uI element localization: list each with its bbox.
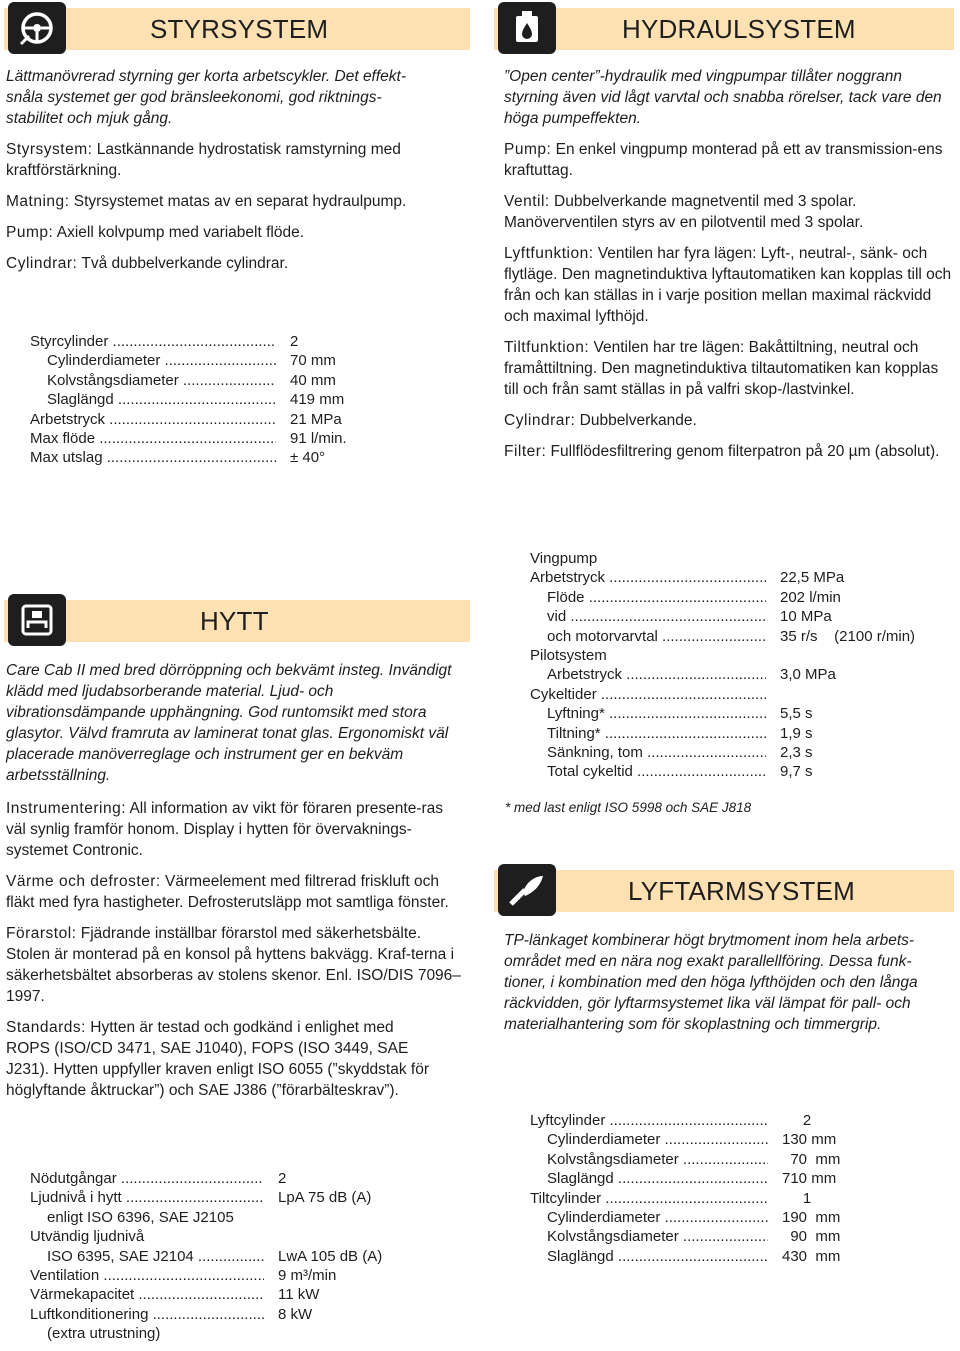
spec-row [30, 1247, 382, 1266]
spec-value: 11 kW [278, 1286, 320, 1304]
spec-name: Total cykeltid ..... [530, 762, 766, 781]
spec-paragraph: Cylindrar: Dubbelverkande. [504, 412, 697, 429]
spec-name: Lyftcylinder ..... [530, 1111, 768, 1130]
spec-paragraph: Förarstol: Fjädrande inställbar förarstol med säkerhetsbälte. Stolen är monterad på en konsol på hyttens bakvägg. Kraf-terna i säkerhetsbältet absorberas av stolens skenor. Enl. ISO/DIS 7096–1997. [6, 925, 461, 1005]
spec-paragraph: Instrumentering: All information av vikt för föraren presente-ras väl synlig framför honom. Display i hytten för övervaknings-systemet Contronic. [6, 800, 444, 859]
spec-row [530, 685, 915, 704]
spec-value: 2 [782, 1112, 812, 1129]
spec-name: Arbetstryck ..... [530, 665, 766, 684]
spec-row [530, 762, 915, 781]
spec-paragraph: Pump: Axiell kolvpump med variabelt flöde. [6, 224, 305, 241]
cab-icon [8, 594, 66, 646]
spec-name: Luftkonditionering ..... [30, 1305, 264, 1324]
spec-table [30, 1169, 382, 1344]
spec-paragraph: Pump: En enkel vingpump monterad på ett av transmission-ens kraftuttag. [504, 141, 943, 179]
hydraulsystem-header [494, 2, 954, 46]
section-intro: Care Cab II med bred dörröppning och bekvämt insteg. Invändigt klädd med ljudabsorberande material. Ljud- och vibrationsdämpande upphängning. God runtomsikt med stora glasytor. Välvd framruta av laminerat tonat glas. Ergonomiskt väl placerade manöverreglage och instrument ger en bekväm arbetsställning. [6, 662, 452, 784]
spec-paragraph: Matning: Styrsystemet matas av en separat hydraulpump. [6, 193, 407, 210]
spec-row [30, 1227, 382, 1246]
spec-value: 2 [290, 333, 299, 350]
spec-name: Pilotsystem [530, 647, 607, 665]
spec-value: 35 r/s (2100 r/min) [780, 627, 916, 645]
spec-row [530, 665, 915, 684]
spec-name: och motorvarvtal ..... [530, 627, 766, 646]
spec-name: Arbetstryck ..... [30, 410, 276, 429]
spec-name: Cylinderdiameter ..... [530, 1208, 768, 1227]
spec-value: 2 [278, 1170, 287, 1187]
section-title: HYTT [200, 606, 269, 636]
spec-name: Nödutgångar ..... [30, 1169, 264, 1188]
spec-row [530, 588, 915, 607]
spec-row [30, 410, 347, 429]
hytt-section [4, 594, 470, 1101]
spec-value: 9 m³/min [278, 1267, 337, 1285]
section-intro: TP-länkaget kombinerar högt brytmoment inom hela arbets-området med en nära nog exakt parallellföring. Dessa funk-tioner, i kombination med den höga lyfthöjden och den långa räckvidden, gör lyftarmsystemet lika väl lämpat för pall- och materialhantering som för skoplastning och timmergrip. [504, 932, 918, 1033]
spec-value: 5,5 s [780, 705, 813, 723]
spec-value: LwA 105 dB (A) [278, 1247, 383, 1265]
spec-table [30, 332, 347, 468]
spec-name: Kolvstångsdiameter ..... [530, 1150, 768, 1169]
section-title: HYDRAULSYSTEM [622, 14, 856, 44]
spec-row [530, 627, 915, 646]
spec-row [530, 1130, 840, 1149]
spec-name: Ljudnivå i hytt ..... [30, 1188, 264, 1207]
spec-paragraph: Filter: Fullflödesfiltrering genom filterpatron på 20 µm (absolut). [504, 443, 940, 460]
spec-row [30, 1266, 382, 1285]
spec-value: 70 mm [290, 352, 336, 370]
spec-row [30, 1188, 382, 1207]
spec-table [530, 549, 915, 782]
spec-row [530, 568, 915, 587]
spec-name: Max utslag ..... [30, 448, 276, 467]
lyftarmsystem-section [494, 864, 954, 1035]
section-intro: ”Open center”-hydraulik med vingpumpar tillåter noggrann styrning även vid lågt varvtal och snabba rörelser, tack vare den höga pumpeffekten. [504, 68, 942, 127]
spec-name: Kolvstångsdiameter ..... [30, 371, 276, 390]
section-intro: Lättmanövrerad styrning ger korta arbetscykler. Det effekt-snåla systemet ger god bränsleekonomi, god riktnings-stabilitet och mjuk gång. [6, 68, 407, 127]
spec-paragraph: Värme och defroster: Värmeelement med filtrerad friskluft och fläkt med fyra hastigheter. Defrosterutsläpp mot samtliga fönster. [6, 873, 449, 911]
spec-value: 2,3 s [780, 744, 813, 762]
spec-row [530, 1169, 840, 1188]
spec-value: 1 [782, 1189, 812, 1207]
spec-name: Cylinderdiameter ..... [30, 351, 276, 370]
spec-name: Kolvstångsdiameter ..... [530, 1227, 768, 1246]
lyftarmsystem-header [494, 864, 954, 908]
spec-value: 9,7 s [780, 763, 813, 781]
spec-value: 21 MPa [290, 410, 342, 428]
lift-arm-icon [498, 864, 556, 916]
styrsystem-section [4, 2, 470, 274]
spec-name: Sänkning, tom ..... [530, 743, 766, 762]
spec-name: Slaglängd ..... [30, 390, 276, 409]
spec-value: 8 kW [278, 1305, 313, 1323]
spec-paragraph: Standards: Hytten är testad och godkänd i enlighet med ROPS (ISO/CD 3471, SAE J1040), FOPS (ISO 3449, SAE J231). Hytten uppfyller kraven enligt ISO 6055 (”skyddstak för höglyftande åktruckar”) och SAE J386 (”förarbälteskrav”). [6, 1019, 430, 1099]
spec-name: Slaglängd ..... [530, 1169, 768, 1188]
spec-name: Arbetstryck ..... [530, 568, 766, 587]
spec-row [30, 332, 347, 351]
spec-row [530, 1150, 840, 1169]
item-list [6, 139, 468, 274]
spec-value: 40 mm [290, 371, 336, 389]
spec-paragraph: Styrsystem: Lastkännande hydrostatisk ramstyrning med kraftförstärkning. [6, 141, 401, 179]
spec-row [530, 1208, 840, 1227]
spec-name: Vingpump [530, 550, 598, 567]
spec-row [530, 704, 915, 723]
spec-paragraph: Lyftfunktion: Ventilen har fyra lägen: Lyft-, neutral-, sänk- och flytläge. Den magnetinduktiva lyftautomatiken kan kopplas till och från och kan ställas in i varje position mellan maximal räckvidd och maximal lyfthöjd. [504, 245, 952, 325]
styrsystem-header [4, 2, 470, 46]
spec-value: 22,5 MPa [780, 569, 845, 587]
spec-row [30, 448, 347, 467]
item-list [6, 798, 466, 1101]
spec-paragraph: Tiltfunktion: Ventilen har tre lägen: Bakåttiltning, neutral och framåttiltning. Den magnetinduktiva tiltautomatiken kan kopplas till och från samt ställas in på valfri skop-/lastvinkel. [504, 339, 939, 398]
spec-row [30, 1285, 382, 1304]
spec-name: vid ..... [530, 607, 766, 626]
spec-name: Lyftning* ..... [530, 704, 766, 723]
spec-name: Max flöde ..... [30, 429, 276, 448]
spec-value: 130 mm [782, 1131, 837, 1149]
spec-name: Utvändig ljudnivå [30, 1228, 145, 1246]
spec-row [530, 646, 915, 665]
spec-value: 1,9 s [780, 724, 813, 742]
spec-value: 91 l/min. [290, 430, 347, 448]
hydraulsystem-section [494, 2, 954, 462]
section-title: STYRSYSTEM [150, 14, 329, 44]
spec-row [30, 1169, 382, 1188]
spec-value: 10 MPa [780, 608, 832, 626]
spec-table [530, 1111, 840, 1266]
spec-name: Styrcylinder ..... [30, 332, 276, 351]
spec-row [530, 607, 915, 626]
spec-name: Flöde ..... [530, 588, 766, 607]
spec-name: Cykeltider ..... [530, 685, 766, 704]
spec-value: 190 mm [782, 1209, 841, 1227]
spec-row [30, 1208, 382, 1227]
spec-row [530, 1227, 840, 1246]
spec-value: 430 mm [782, 1247, 841, 1265]
spec-name: ISO 6395, SAE J2104 ..... [30, 1247, 264, 1266]
spec-value: 70 mm [782, 1150, 841, 1168]
spec-row [530, 724, 915, 743]
spec-row [30, 351, 347, 370]
spec-row [30, 371, 347, 390]
spec-row [530, 1247, 840, 1266]
spec-row [530, 1111, 840, 1130]
spec-name: (extra utrustning) [47, 1325, 161, 1343]
spec-row [30, 429, 347, 448]
spec-paragraph: Ventil: Dubbelverkande magnetventil med 3 spolar. Manöverventilen styrs av en pilotventil med 3 spolar. [504, 193, 864, 231]
steering-icon [8, 2, 66, 54]
spec-value: 710 mm [782, 1170, 837, 1188]
spec-value: 90 mm [782, 1228, 841, 1246]
hytt-header [4, 594, 470, 638]
spec-name: Tiltcylinder ..... [530, 1189, 768, 1208]
spec-name: enligt ISO 6396, SAE J2105 [47, 1208, 234, 1226]
footnote: * med last enligt ISO 5998 och SAE J818 [505, 800, 752, 815]
section-title: LYFTARMSYSTEM [628, 876, 855, 906]
spec-value: 419 mm [290, 391, 345, 409]
spec-name: Värmekapacitet ..... [30, 1285, 264, 1304]
spec-row [30, 390, 347, 409]
spec-value: 3,0 MPa [780, 666, 836, 684]
oil-can-icon [498, 2, 556, 54]
spec-row [30, 1305, 382, 1324]
spec-value: LpA 75 dB (A) [278, 1189, 372, 1207]
spec-name: Tiltning* ..... [530, 724, 766, 743]
spec-name: Slaglängd ..... [530, 1247, 768, 1266]
spec-row [530, 1189, 840, 1208]
spec-row [30, 1324, 382, 1343]
spec-row [530, 743, 915, 762]
spec-paragraph: Cylindrar: Två dubbelverkande cylindrar. [6, 255, 289, 272]
item-list [504, 139, 956, 462]
spec-name: Ventilation ..... [30, 1266, 264, 1285]
spec-name: Cylinderdiameter ..... [530, 1130, 768, 1149]
spec-value: 202 l/min [780, 588, 841, 606]
spec-value: ± 40° [290, 449, 326, 467]
spec-row [530, 549, 915, 568]
